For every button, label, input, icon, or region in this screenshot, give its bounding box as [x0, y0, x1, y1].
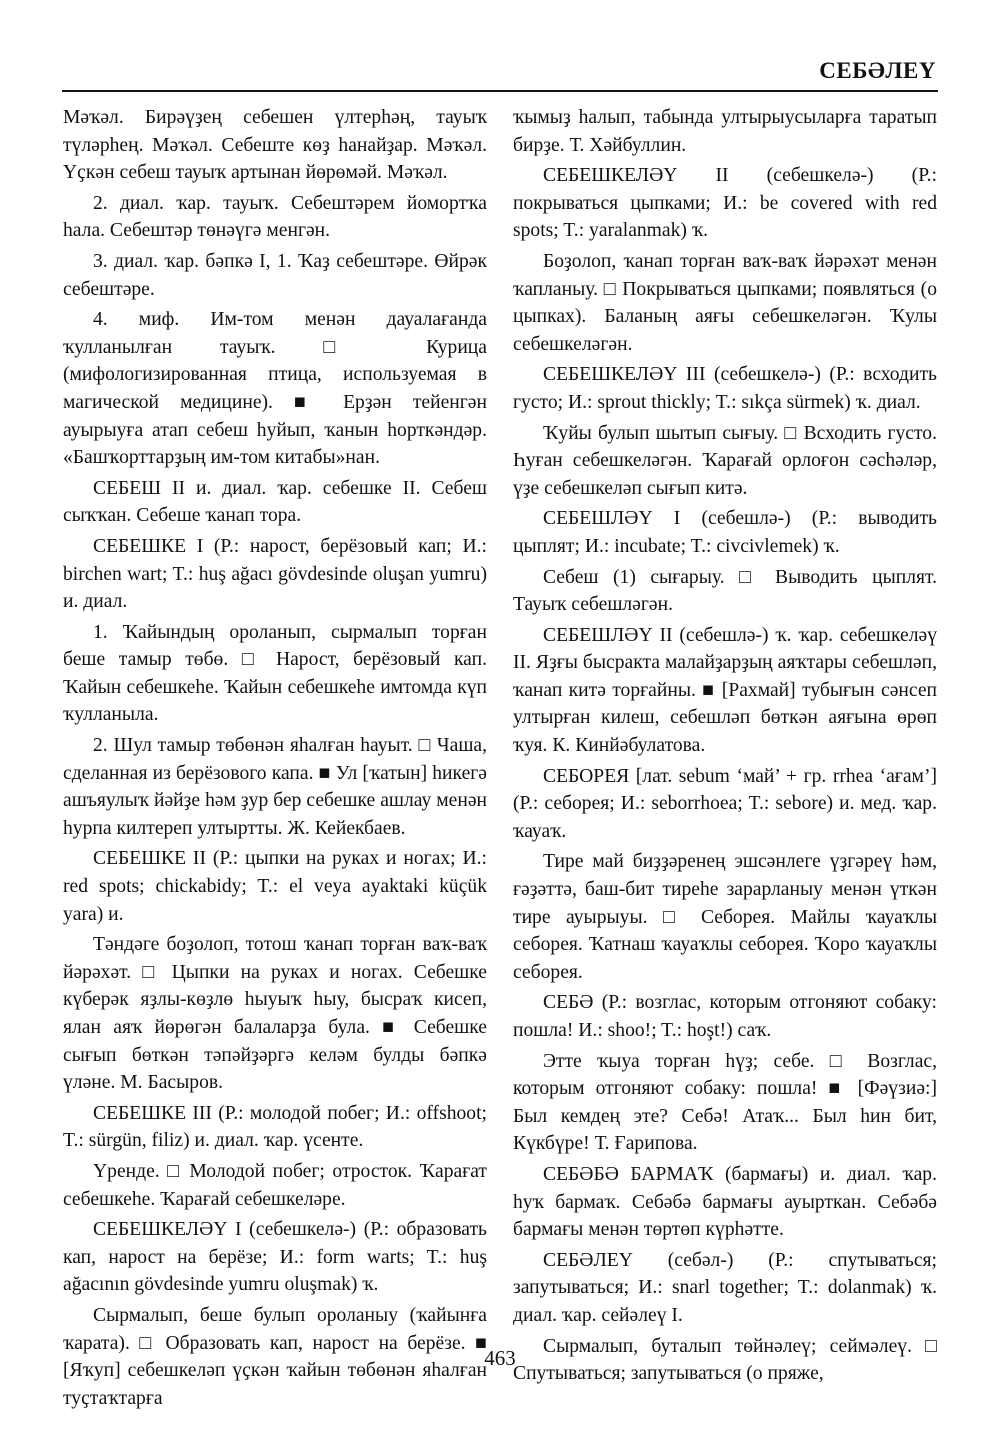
entry-paragraph: Мәҡәл. Бирәүҙең себешен үлтерһәң, тауыҡ түләрһең. Мәҡәл. Себеште көҙ һанайҙар. Мәҡәл. Үҫкән себеш тауыҡ артынан йөрөмәй. Мәҡәл. — [63, 107, 487, 184]
entry-paragraph: СЕБЕШКЕ III (Р.: молодой побег; И.: offshoot; T.: sürgün, filiz) и. диал. ҡар. үсенте. — [63, 1102, 487, 1152]
entry-paragraph: 2. диал. ҡар. тауыҡ. Себештәрем йомортҡа һала. Себештәр төнәүгә менгән. — [63, 192, 487, 242]
running-head-word: СЕБӘЛЕҮ — [819, 58, 936, 83]
entry-paragraph: СЕБЕШКЕЛӘҮ I (себешкелә-) (Р.: образовать кап, нарост на берёзе; И.: form warts; T.: huş ağacının gövdesinde yumru oluşmak) ҡ. — [63, 1219, 487, 1296]
entry-paragraph: Тире май биҙҙәренең эшсәнлеге үҙгәреү һәм, ғәҙәттә, баш-бит тиреһе зарарланыу менән үткән тире ауырыуы. □ Себорея. Майлы ҡауаҡлы себорея. Ҡатнаш ҡауаҡлы себорея. Ҡоро ҡауаҡлы себорея. — [513, 851, 937, 983]
entry-paragraph: СЕБЕШКЕ II (Р.: цыпки на руках и ногах; И.: red spots; chickabidy; T.: el veya ayaktaki küçük yara) и. — [63, 848, 487, 925]
entry-paragraph: Үренде. □ Молодой побег; отросток. Ҡарағат себешкеһе. Ҡарағай себешкеләре. — [63, 1160, 487, 1210]
entry-paragraph: Ҡуйы булып шытып сығыу. □ Всходить густо. Һуған себешкеләгән. Ҡарағай орлоғон сәсһәләр, үҙе себешкеләп сығып китә. — [513, 422, 937, 499]
entry-paragraph: СЕБОРЕЯ [лат. sebum ‘май’ + гр. rrhea ‘ағам’] (Р.: себорея; И.: seborrhoea; T.: sebore) и. мед. ҡар. ҡауаҡ. — [513, 765, 937, 842]
entry-paragraph: 2. Шул тамыр төбөнән яһалған һауыт. □ Чаша, сделанная из берёзового капа. ■ Ул [ҡатын] һикегә ашъяулыҡ йәйҙе һәм ҙур бер себешке ашлау менән һурпа килтереп ултыртты. Ж. Кейекбаев. — [63, 735, 487, 839]
entry-paragraph: СЕБӘ (Р.: возглас, которым отгоняют собаку: пошла! И.: shoo!; T.: hoşt!) саҡ. — [513, 992, 937, 1041]
left-column — [63, 104, 487, 1415]
entry-paragraph: 1. Ҡайындың ороланып, сырмалып торған беше тамыр төбө. □ Нарост, берёзовый кап. Ҡайын себешкеһе. Ҡайын себешкеһе имтомда күп ҡулланыла. — [63, 621, 487, 726]
page-number: 463 — [484, 1346, 516, 1370]
entry-paragraph: Сырмалып, беше булып ороланыу (ҡайынға ҡарата). □ Образовать кап, нарост на берёзе. ■ [Яҡуп] себешкеләп үҫкән ҡайын төбөнән яһалған туҫтаҡтарға — [63, 1304, 487, 1409]
entry-paragraph: СЕБЕШЛӘҮ I (себешлә-) (Р.: выводить цыплят; И.: incubate; T.: civcivlemek) ҡ. — [513, 508, 937, 557]
entry-paragraph: СЕБЕШЛӘҮ II (себешлә-) ҡ. ҡар. себешкеләү II. Яҙғы бысракта малайҙарҙың аяҡтары себешләп, ҡанап китә торғайны. ■ [Рахмай] тубығын сәнсеп ултырған килеш, себешләп бөткән аяғына өрөп ҡуя. К. Кинйәбулатова. — [513, 624, 937, 757]
entry-paragraph: Боҙолоп, ҡанап торған ваҡ-ваҡ йәрәхәт менән ҡапланыу. □ Покрываться цыпками; появляться (о цыпках). Баланың аяғы себешкеләгән. Ҡулы себешкеләгән. — [513, 250, 937, 355]
entry-paragraph: Сырмалып, буталып төйнәлеү; сеймәлеү. □ Спутываться; запутываться (о пряже, — [513, 1335, 937, 1385]
running-head — [0, 0, 1000, 96]
entry-paragraph: СЕБЕШ II и. диал. ҡар. себешке II. Себеш сыҡҡан. Себеше ҡанап тора. — [63, 477, 487, 527]
entry-paragraph: СЕБЕШКЕЛӘҮ II (себешкелә-) (Р.: покрываться цыпками; И.: be covered with red spots; T.: yaralanmak) ҡ. — [513, 165, 937, 242]
entry-paragraph: ҡымыҙ һалып, табында ултырыусыларға таратып бирҙе. Т. Хәйбуллин. — [513, 107, 937, 156]
header-rule — [62, 90, 938, 92]
entry-paragraph: 4. миф. Им-том менән дауалағанда ҡулланылған тауыҡ. □ Курица (мифологизированная птица, используемая в магической медицине). ■ Ерҙән тейенгән ауырыуға атап себеш һуйып, ҡанын һорткәндәр. «Башҡорттарҙың им-том китабы»нан. — [63, 309, 487, 469]
entry-paragraph: Тәндәге боҙолоп, тотош ҡанап торған ваҡ-ваҡ йәрәхәт. □ Цыпки на руках и ногах. Себешке күберәк яҙлы-көҙлө һыуыҡ һыу, бысраҡ кисеп, ялан аяҡ йөрөгән балаларҙа була. ■ Себешке сығып бөткән тәпәйҙәргә келәм булды бәпкә үләне. М. Басыров. — [63, 934, 487, 1094]
entry-paragraph: Себеш (1) сығарыу. □ Выводить цыплят. Тауыҡ себешләгән. — [513, 566, 937, 616]
entry-paragraph: СЕБЕШКЕЛӘҮ III (себешкелә-) (Р.: всходить густо; И.: sprout thickly; T.: sıkça sürmek) ҡ. диал. — [513, 364, 937, 413]
right-column — [513, 104, 937, 1391]
entry-paragraph: 3. диал. ҡар. бәпкә I, 1. Ҡаҙ себештәре. Өйрәк себештәре. — [63, 250, 487, 300]
entry-paragraph: СЕБӘЛЕҮ (себәл-) (Р.: спутываться; запутываться; И.: snarl together; T.: dolanmak) ҡ. диал. ҡар. сейәлеү I. — [513, 1249, 937, 1326]
entry-paragraph: Этте ҡыуа торған һүҙ; себе. □ Возглас, которым отгоняют собаку: пошла! ■ [Фәүзиә:] Был кемдең эте? Себә! Атаҡ... Был һин бит, Күкбүре! Т. Ғарипова. — [513, 1050, 937, 1155]
entry-paragraph: СЕБӘБӘ БАРМАҠ (бармағы) и. диал. ҡар. һуҡ бармаҡ. Себәбә бармағы ауырткан. Себәбә бармағы менән төртөп күрһәтте. — [513, 1163, 937, 1241]
entry-paragraph: СЕБЕШКЕ I (Р.: нарост, берёзовый кап; И.: birchen wart; T.: huş ağacı gövdesinde oluşan yumru) и. диал. — [63, 535, 487, 613]
